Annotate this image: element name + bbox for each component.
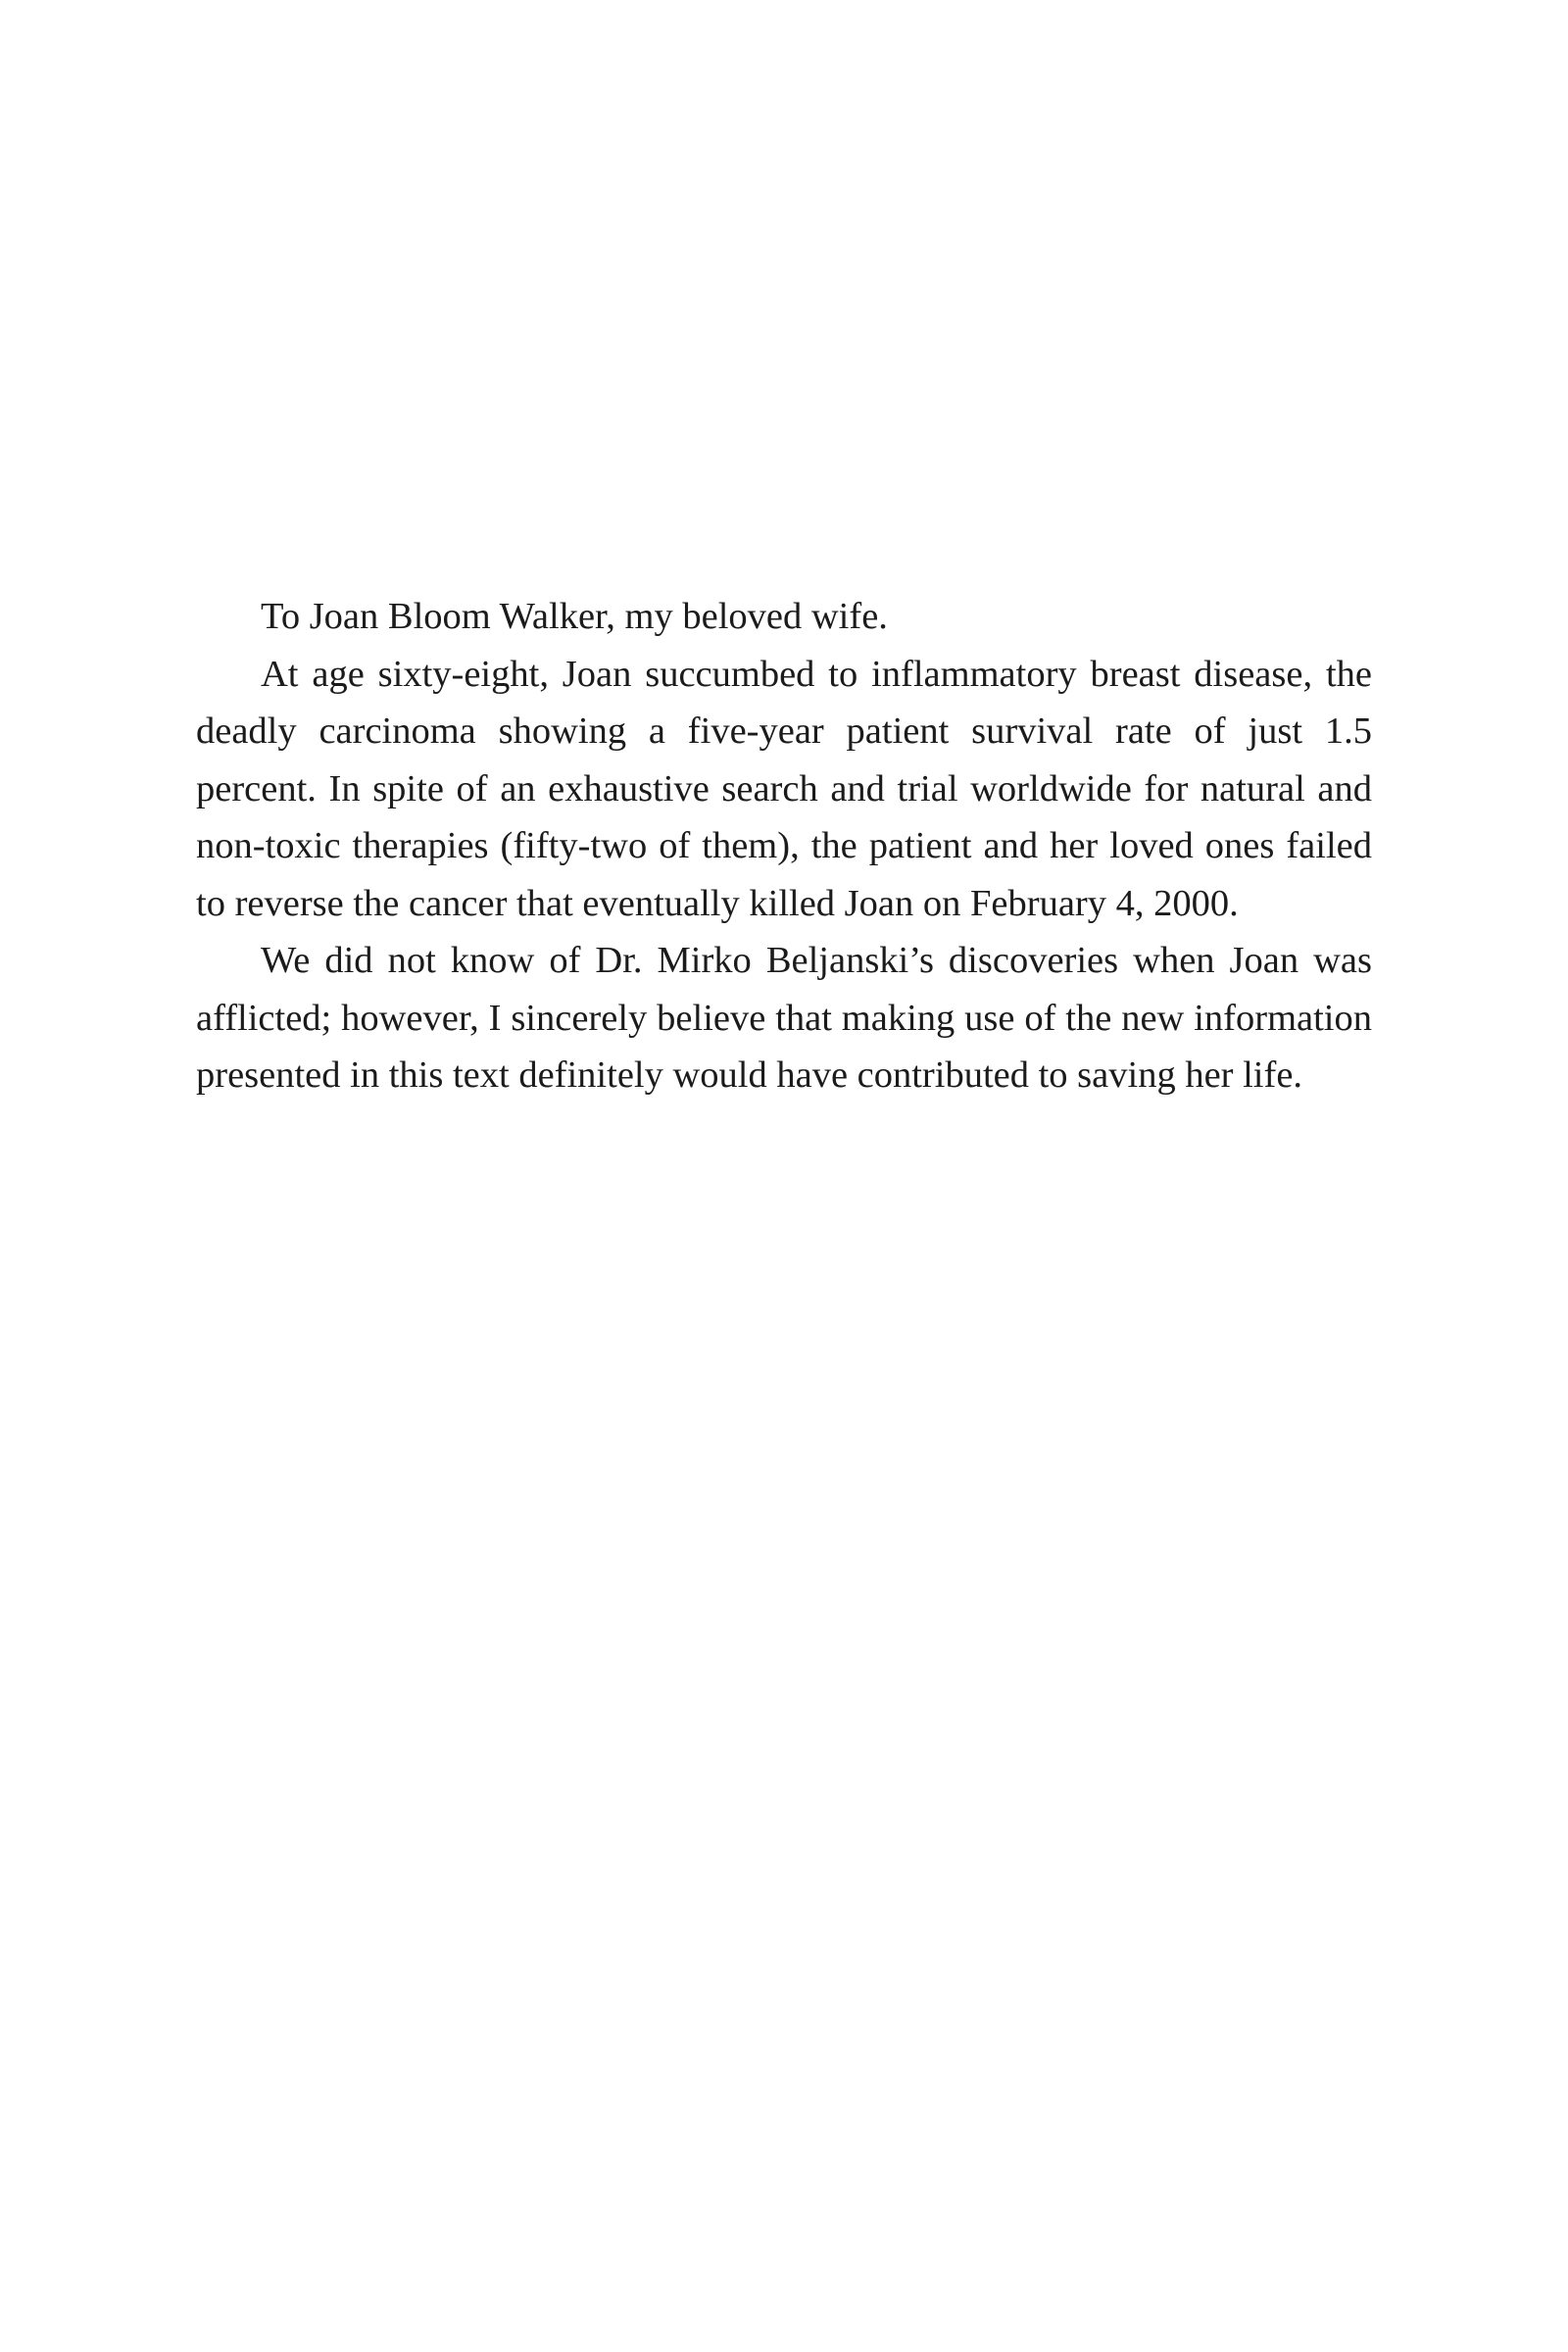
dedication-paragraph-2: At age sixty-eight, Joan succumbed to inflammatory breast disease, the deadly carcinoma showing a five-year patient survival rate of just 1.5 percent. In spite of an exhaustive search and trial worldwide for natural and non-toxic therapies (fifty-two of them), the patient and her loved ones failed to reverse the cancer that eventually killed Joan on February 4, 2000. [196, 653, 1372, 924]
dedication-text [196, 588, 1372, 1104]
dedication-paragraph-3: We did not know of Dr. Mirko Beljanski’s discoveries when Joan was afflicted; however, I sincerely believe that making use of the new information presented in this text definitely would have contributed to saving her life. [196, 940, 1372, 1096]
dedication-paragraph-1: To Joan Bloom Walker, my beloved wife. [261, 596, 888, 637]
